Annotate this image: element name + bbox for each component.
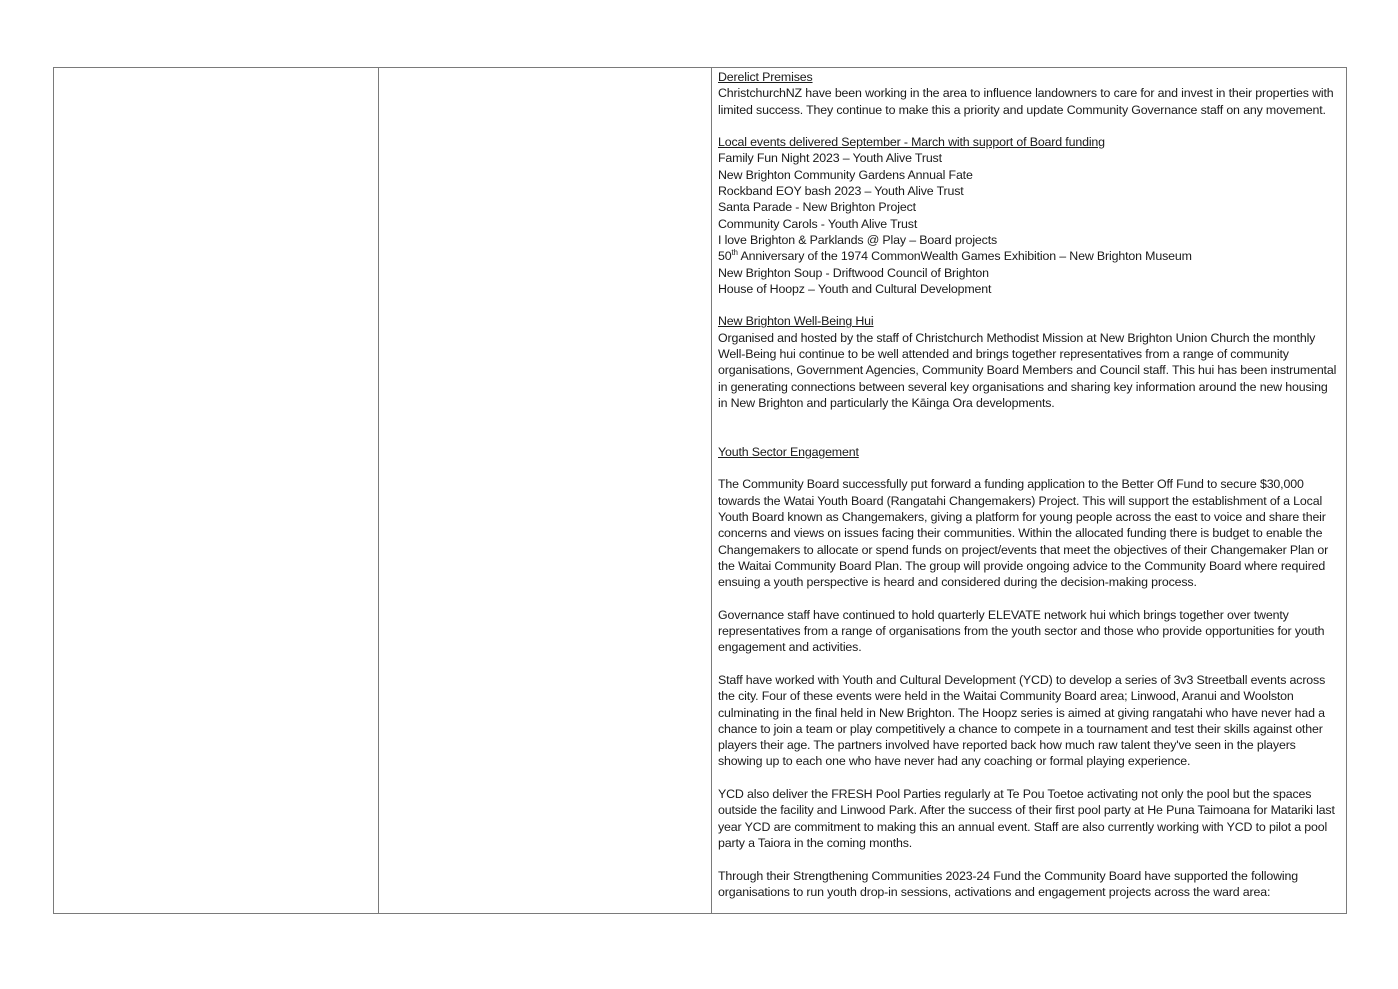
empty-cell-first-column (54, 68, 379, 914)
anniversary-ordinal-suffix: th (731, 248, 738, 258)
paragraph-spacer (718, 460, 1340, 476)
anniversary-text: Anniversary of the 1974 CommonWealth Games Exhibition – New Brighton Museum (737, 249, 1192, 264)
section-paragraph: Staff have worked with Youth and Cultural Development (YCD) to develop a series of 3v3 Streetball events across the city. Four of these events were held in the Waitai Community Board area; Linwood, Aranui and Woolston culminating in the final held in New Brighton. The Hoopz series is aimed at giving rangatahi who have never had a chance to join a team or play competitively a chance to compete in a tournament and test their skills against other players their age. The partners involved have reported back how much raw talent they've seen in the players showing up to each one who have never had any coaching or formal playing experience. (718, 672, 1326, 769)
list-item: Community Carols - Youth Alive Trust (718, 216, 918, 231)
table-row (54, 68, 1347, 914)
empty-cell-second-column (379, 68, 712, 914)
section-heading: Local events delivered September - March with support of Board funding (718, 135, 1105, 150)
section-youth-engagement (718, 444, 1340, 900)
paragraph-spacer (718, 118, 1340, 134)
section-derelict-premises (718, 69, 1340, 118)
list-item: House of Hoopz – Youth and Cultural Development (718, 281, 992, 296)
section-wellbeing-hui (718, 313, 1340, 411)
section-heading: New Brighton Well-Being Hui (718, 314, 874, 329)
section-heading: Derelict Premises (718, 70, 813, 84)
paragraph-spacer (718, 297, 1340, 313)
section-local-events (718, 134, 1340, 297)
anniversary-number: 50 (718, 249, 732, 264)
content-body (718, 68, 1340, 900)
paragraph-spacer (718, 411, 1340, 444)
list-item: Santa Parade - New Brighton Project (718, 200, 916, 215)
section-heading: Youth Sector Engagement (718, 444, 859, 459)
list-item: Rockband EOY bash 2023 – Youth Alive Trust (718, 184, 964, 199)
section-paragraph: Organised and hosted by the staff of Christchurch Methodist Mission at New Brighton Union Church the monthly Well-Being hui continue to be well attended and brings together representatives from a range of community organisations, Government Agencies, Community Board Members and Council staff. This hui has been instrumental in generating connections between several key organisations and sharing key information around the new housing in New Brighton and particularly the Kāinga Ora developments. (718, 330, 1337, 410)
list-item-anniversary (718, 248, 1340, 264)
report-table (53, 67, 1347, 914)
list-item: I love Brighton & Parklands @ Play – Board projects (718, 232, 998, 247)
section-paragraph: ChristchurchNZ have been working in the area to influence landowners to care for and invest in their properties with limited success. They continue to make this a priority and update Community Governance staff on any movement. (718, 86, 1334, 117)
list-item: Family Fun Night 2023 – Youth Alive Trust (718, 151, 942, 166)
section-paragraph: Governance staff have continued to hold quarterly ELEVATE network hui which brings together over twenty representatives from a range of organisations from the youth sector and those who provide opportunities for youth engagement and activities. (718, 607, 1325, 655)
content-cell (712, 68, 1347, 914)
paragraph-spacer (718, 851, 1340, 867)
section-paragraph: YCD also deliver the FRESH Pool Parties regularly at Te Pou Toetoe activating not only the pool but the spaces outside the facility and Linwood Park. After the success of their first pool party at He Puna Taimoana for Matariki last year YCD are commitment to making this an annual event. Staff are also currently working with YCD to pilot a pool party a Taiora in the coming months. (718, 787, 1335, 850)
paragraph-spacer (718, 656, 1340, 672)
list-item: New Brighton Soup - Driftwood Council of Brighton (718, 265, 989, 280)
paragraph-spacer (718, 591, 1340, 607)
list-item: New Brighton Community Gardens Annual Fate (718, 167, 973, 182)
section-paragraph: The Community Board successfully put forward a funding application to the Better Off Fund to secure $30,000 towards the Watai Youth Board (Rangatahi Changemakers) Project. This will support the establishment of a Local Youth Board known as Changemakers, giving a platform for young people across the east to voice and share their concerns and views on issues facing their communities. Within the allocated funding there is budget to enable the Changemakers to allocate or spend funds on project/events that meet the objectives of their Changemaker Plan or the Waitai Community Board Plan. The group will provide ongoing advice to the Community Board where required ensuing a youth perspective is heard and considered during the decision-making process. (718, 477, 1329, 590)
paragraph-spacer (718, 770, 1340, 786)
events-list (718, 150, 1340, 297)
section-paragraph: Through their Strengthening Communities 2023-24 Fund the Community Board have supported the following organisations to run youth drop-in sessions, activations and engagement projects across the ward area: (718, 868, 1298, 899)
